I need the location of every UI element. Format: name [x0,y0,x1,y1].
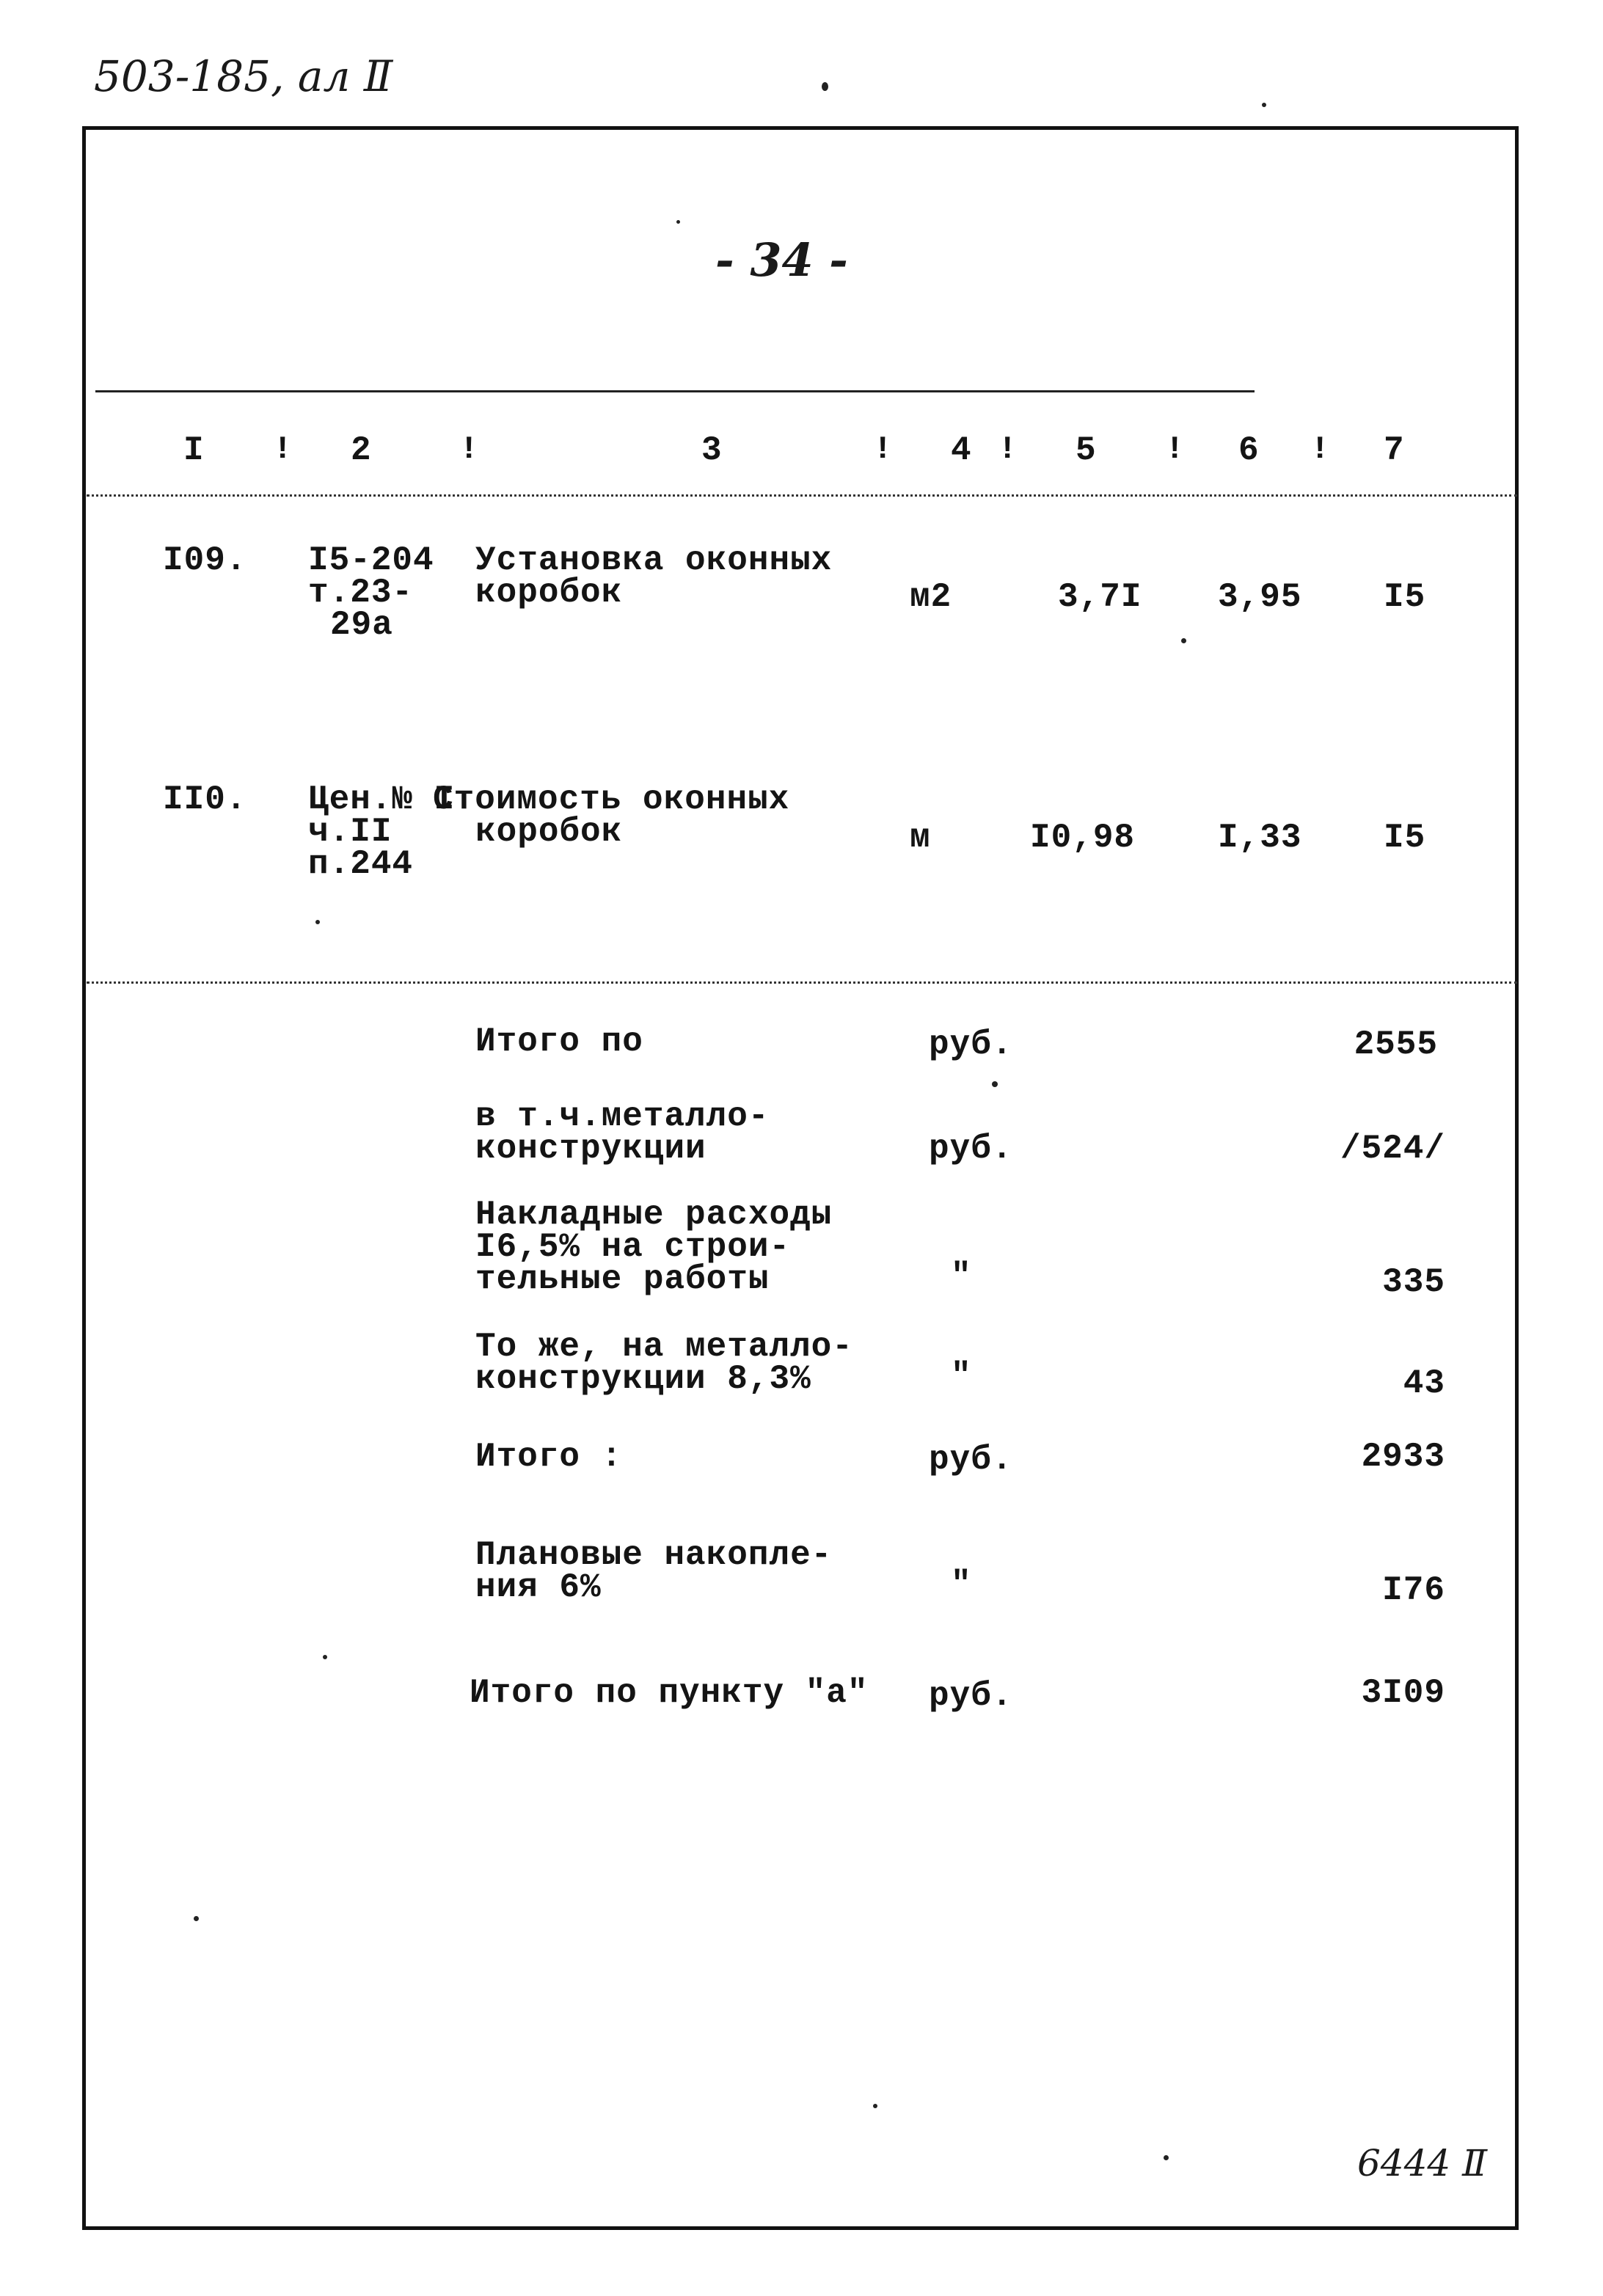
column-header-5: 5 [1076,431,1096,469]
summary-label: Итого : [475,1438,623,1476]
summary-label: I6,5% на строи- [475,1228,791,1266]
summary-unit: руб. [929,1441,1013,1479]
summary-unit: " [951,1357,972,1395]
column-header-2: 2 [351,431,371,469]
summary-label: Накладные расходы [475,1196,833,1234]
summary-value: 2933 [1361,1438,1445,1476]
row-description-line: Установка оконных [475,541,833,580]
summary-unit: руб. [929,1025,1013,1064]
scan-speck [323,1655,327,1659]
summary-value: 3I09 [1361,1674,1445,1712]
row-description-line: Стоимость оконных [433,780,790,819]
scan-speck [992,1081,998,1087]
header-bottom-rule [87,494,1517,497]
row-value-col6: I,33 [1218,819,1302,857]
row-value-col5: 3,7I [1058,578,1142,616]
row-reference-line: п.244 [308,845,414,883]
scan-speck [315,920,320,924]
scan-speck [822,82,828,91]
summary-label: Итого по пункту "а" [470,1674,869,1712]
row-reference-line: ч.II [308,813,392,851]
column-header-4: 4 [951,431,971,469]
row-value-col5: I0,98 [1030,819,1136,857]
row-value-col7: I5 [1384,819,1426,857]
handwritten-reference-note: 503-185, ал Ⅱ [94,51,393,101]
summary-label: конструкции 8,3% [475,1360,811,1398]
column-separator: ! [873,431,893,468]
summary-value: 2555 [1354,1025,1438,1064]
scan-speck [676,220,680,224]
summary-value: I76 [1382,1571,1445,1609]
row-reference-line: Цен.№ I [308,780,456,819]
summary-label: в т.ч.металло- [475,1097,770,1136]
row-description-line: коробок [475,574,623,612]
summary-value: 335 [1382,1263,1445,1301]
table-top-rule [95,390,1255,392]
summary-unit: руб. [929,1130,1013,1168]
summary-label: То же, на металло- [475,1328,853,1366]
summary-unit: " [951,1565,972,1604]
row-reference-line: 29а [330,606,393,644]
column-header-1: I [183,431,204,469]
row-reference-line: I5-204 [308,541,434,580]
summary-top-rule [87,981,1517,984]
handwritten-footer-note: 6444 Ⅱ [1357,2142,1488,2185]
page-number: - 34 - [715,233,848,287]
scan-speck [1164,2155,1169,2160]
row-value-col6: 3,95 [1218,578,1302,616]
summary-value: /524/ [1340,1130,1445,1168]
column-separator: ! [459,431,479,468]
row-number: II0. [163,780,247,819]
column-header-7: 7 [1384,431,1404,469]
summary-label: Итого по [475,1023,643,1061]
row-number: I09. [163,541,247,580]
column-header-3: 3 [701,431,722,469]
row-reference-line: т.23- [308,574,414,612]
scan-speck [1262,103,1266,107]
row-description-line: коробок [475,813,623,851]
summary-label: тельные работы [475,1260,770,1298]
column-separator: ! [1165,431,1185,468]
column-separator: ! [998,431,1018,468]
scan-speck [194,1916,199,1921]
summary-unit: " [951,1257,972,1295]
summary-label: конструкции [475,1130,706,1168]
scan-speck [873,2104,877,2108]
column-header-6: 6 [1238,431,1259,469]
row-value-col7: I5 [1384,578,1426,616]
column-separator: ! [1310,431,1330,468]
summary-unit: руб. [929,1677,1013,1715]
row-unit: м2 [910,578,952,616]
column-separator: ! [273,431,293,468]
summary-label: Плановые накопле- [475,1536,833,1574]
summary-label: ния 6% [475,1568,602,1606]
scan-speck [1181,638,1186,643]
page-frame [82,126,1519,2230]
row-unit: м [910,819,931,857]
summary-value: 43 [1403,1364,1445,1403]
